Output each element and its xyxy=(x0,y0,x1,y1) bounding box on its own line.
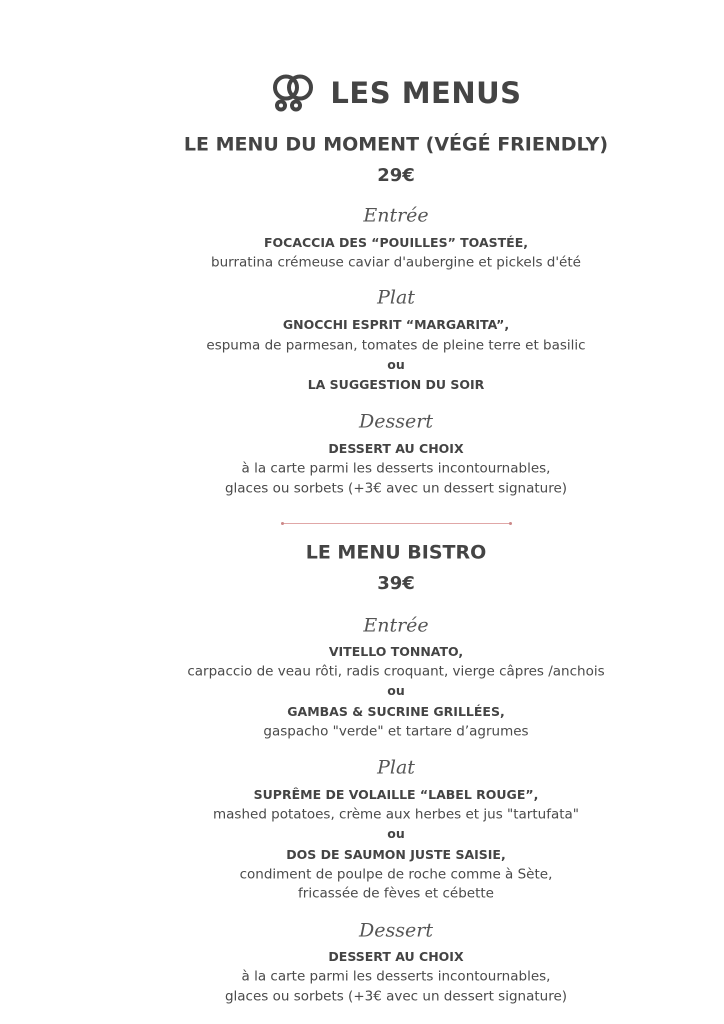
dish-name: DESSERT AU CHOIX xyxy=(328,948,464,964)
course-heading: Entrée xyxy=(363,204,429,227)
or-separator: ou xyxy=(387,682,405,698)
or-separator: ou xyxy=(387,825,405,841)
dish-name: DOS DE SAUMON JUSTE SAISIE, xyxy=(286,846,506,862)
dish-description: condiment de poulpe de roche comme à Sète, xyxy=(239,866,553,883)
dish-description: à la carte parmi les desserts incontournables, xyxy=(241,968,551,985)
menu-price: 29€ xyxy=(377,165,415,186)
dish-description: glaces ou sorbets (+3€ avec un dessert signature) xyxy=(224,480,568,497)
menu-title: LE MENU BISTRO xyxy=(305,541,487,564)
dish-name: FOCACCIA DES “POUILLES” TOASTÉE, xyxy=(264,234,528,250)
menu-price: 39€ xyxy=(377,573,415,594)
dish-name: SUPRÊME DE VOLAILLE “LABEL ROUGE”, xyxy=(253,786,539,802)
rings-logo-icon xyxy=(270,73,320,118)
menu-title: LE MENU DU MOMENT (VÉGÉ FRIENDLY) xyxy=(183,133,609,156)
course-heading: Dessert xyxy=(359,410,433,433)
dish-name: LA SUGGESTION DU SOIR xyxy=(307,376,485,392)
dish-description: fricassée de fèves et cébette xyxy=(298,885,494,902)
dish-description: gaspacho "verde" et tartare d’agrumes xyxy=(263,723,529,740)
dish-description: glaces ou sorbets (+3€ avec un dessert signature) xyxy=(224,988,568,1005)
course-heading: Entrée xyxy=(363,614,429,637)
dish-name: GNOCCHI ESPRIT “MARGARITA”, xyxy=(282,316,510,332)
dish-description: carpaccio de veau rôti, radis croquant, vierge câpres /anchois xyxy=(187,663,605,680)
dish-description: espuma de parmesan, tomates de pleine terre et basilic xyxy=(206,337,586,354)
course-heading: Plat xyxy=(377,756,415,779)
course-heading: Dessert xyxy=(359,919,433,942)
dish-name: VITELLO TONNATO, xyxy=(328,643,464,659)
dish-name: DESSERT AU CHOIX xyxy=(328,440,464,456)
title-text: LES MENUS xyxy=(330,76,522,110)
dish-description: burratina crémeuse caviar d'aubergine et pickels d'été xyxy=(211,254,581,271)
dish-description: mashed potatoes, crème aux herbes et jus "tartufata" xyxy=(213,806,579,823)
section-divider xyxy=(282,523,511,524)
dish-name: GAMBAS & SUCRINE GRILLÉES, xyxy=(287,703,505,719)
course-heading: Plat xyxy=(377,286,415,309)
dish-description: à la carte parmi les desserts incontournables, xyxy=(241,460,551,477)
or-separator: ou xyxy=(387,356,405,372)
page-title xyxy=(96,73,696,118)
